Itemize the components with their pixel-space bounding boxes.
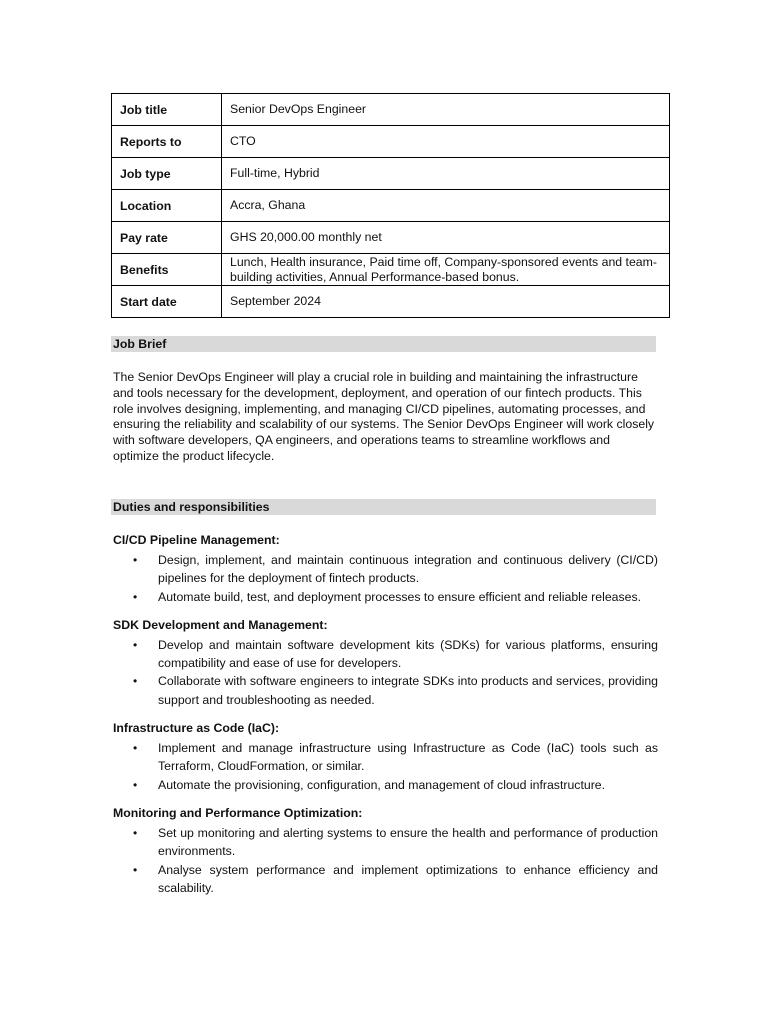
list-item-text: Analyse system performance and implement optimizations to enhance efficiency and scalability.: [158, 862, 658, 895]
job-brief-text: The Senior DevOps Engineer will play a crucial role in building and maintaining the infrastructure and tools necessary for the development, deployment, and operation of our fintech products. This role involves designing, implementing, and managing CI/CD pipelines, automating processes, and ensuring the reliability and scalability of our systems. The Senior DevOps Engineer will work closely with software developers, QA engineers, and operations teams to streamline workflows and optimize the product lifecycle.: [113, 370, 655, 463]
list-item-text: Design, implement, and maintain continuous integration and continuous delivery (CI/CD) pipelines for the deployment of fintech products.: [158, 553, 658, 586]
list-item: [113, 861, 658, 898]
duty-section-title: Infrastructure as Code (IaC):: [113, 721, 280, 736]
duties-heading: Duties and responsibilities: [111, 499, 656, 515]
bullet-icon: •: [133, 741, 138, 756]
list-item: [113, 588, 658, 606]
bullet-icon: •: [133, 825, 138, 840]
duty-section-title: CI/CD Pipeline Management:: [113, 533, 280, 547]
duty-bullets: [113, 551, 658, 606]
list-item-text: Implement and manage infrastructure using Infrastructure as Code (IaC) tools such as Terraform, CloudFormation, or similar.: [158, 741, 658, 774]
duty-bullets: [113, 824, 658, 897]
table-row: [112, 126, 670, 158]
row-label: Pay rate: [112, 222, 222, 254]
row-label: Start date: [112, 286, 222, 318]
row-label: Reports to: [112, 126, 222, 158]
bullet-icon: •: [133, 553, 138, 567]
table-row: [112, 254, 670, 286]
bullet-icon: •: [133, 777, 138, 792]
row-label: Benefits: [112, 254, 222, 286]
list-item-text: Automate the provisioning, configuration, and management of cloud infrastructure.: [158, 777, 606, 792]
job-info-table: [111, 93, 670, 318]
table-row: [112, 94, 670, 126]
duty-bullets: [113, 739, 658, 794]
duty-bullets: [113, 636, 658, 709]
row-value: Accra, Ghana: [222, 190, 670, 222]
bullet-icon: •: [133, 589, 138, 604]
bullet-icon: •: [133, 637, 138, 652]
row-label: Location: [112, 190, 222, 222]
row-label: Job title: [112, 94, 222, 126]
row-value: GHS 20,000.00 monthly net: [222, 222, 670, 254]
list-item: [113, 551, 658, 588]
row-value: September 2024: [222, 286, 670, 318]
row-value: Senior DevOps Engineer: [222, 94, 670, 126]
table-row: [112, 222, 670, 254]
table-row: [112, 158, 670, 190]
bullet-icon: •: [133, 674, 138, 689]
list-item: [113, 776, 658, 794]
list-item: [113, 824, 658, 861]
duty-section-title: SDK Development and Management:: [113, 617, 328, 632]
job-brief-heading: Job Brief: [111, 336, 656, 352]
duties-list: [113, 532, 658, 908]
table-row: [112, 286, 670, 318]
duty-section-title: Monitoring and Performance Optimization:: [113, 805, 363, 820]
list-item-text: Collaborate with software engineers to integrate SDKs into products and services, providing support and troubleshooting as needed.: [158, 674, 658, 707]
row-value: Lunch, Health insurance, Paid time off, Company-sponsored events and team-building activities, Annual Performance-based bonus.: [222, 254, 670, 286]
list-item-text: Automate build, test, and deployment processes to ensure efficient and reliable releases.: [158, 589, 642, 604]
row-value: Full-time, Hybrid: [222, 158, 670, 190]
table-row: [112, 190, 670, 222]
row-label: Job type: [112, 158, 222, 190]
row-value: CTO: [222, 126, 670, 158]
list-item-text: Develop and maintain software development kits (SDKs) for various platforms, ensuring compatibility and ease of use for developers.: [158, 637, 658, 671]
list-item-text: Set up monitoring and alerting systems to ensure the health and performance of production environments.: [158, 825, 658, 859]
list-item: [113, 636, 658, 673]
list-item: [113, 672, 658, 709]
bullet-icon: •: [133, 862, 138, 877]
list-item: [113, 739, 658, 776]
